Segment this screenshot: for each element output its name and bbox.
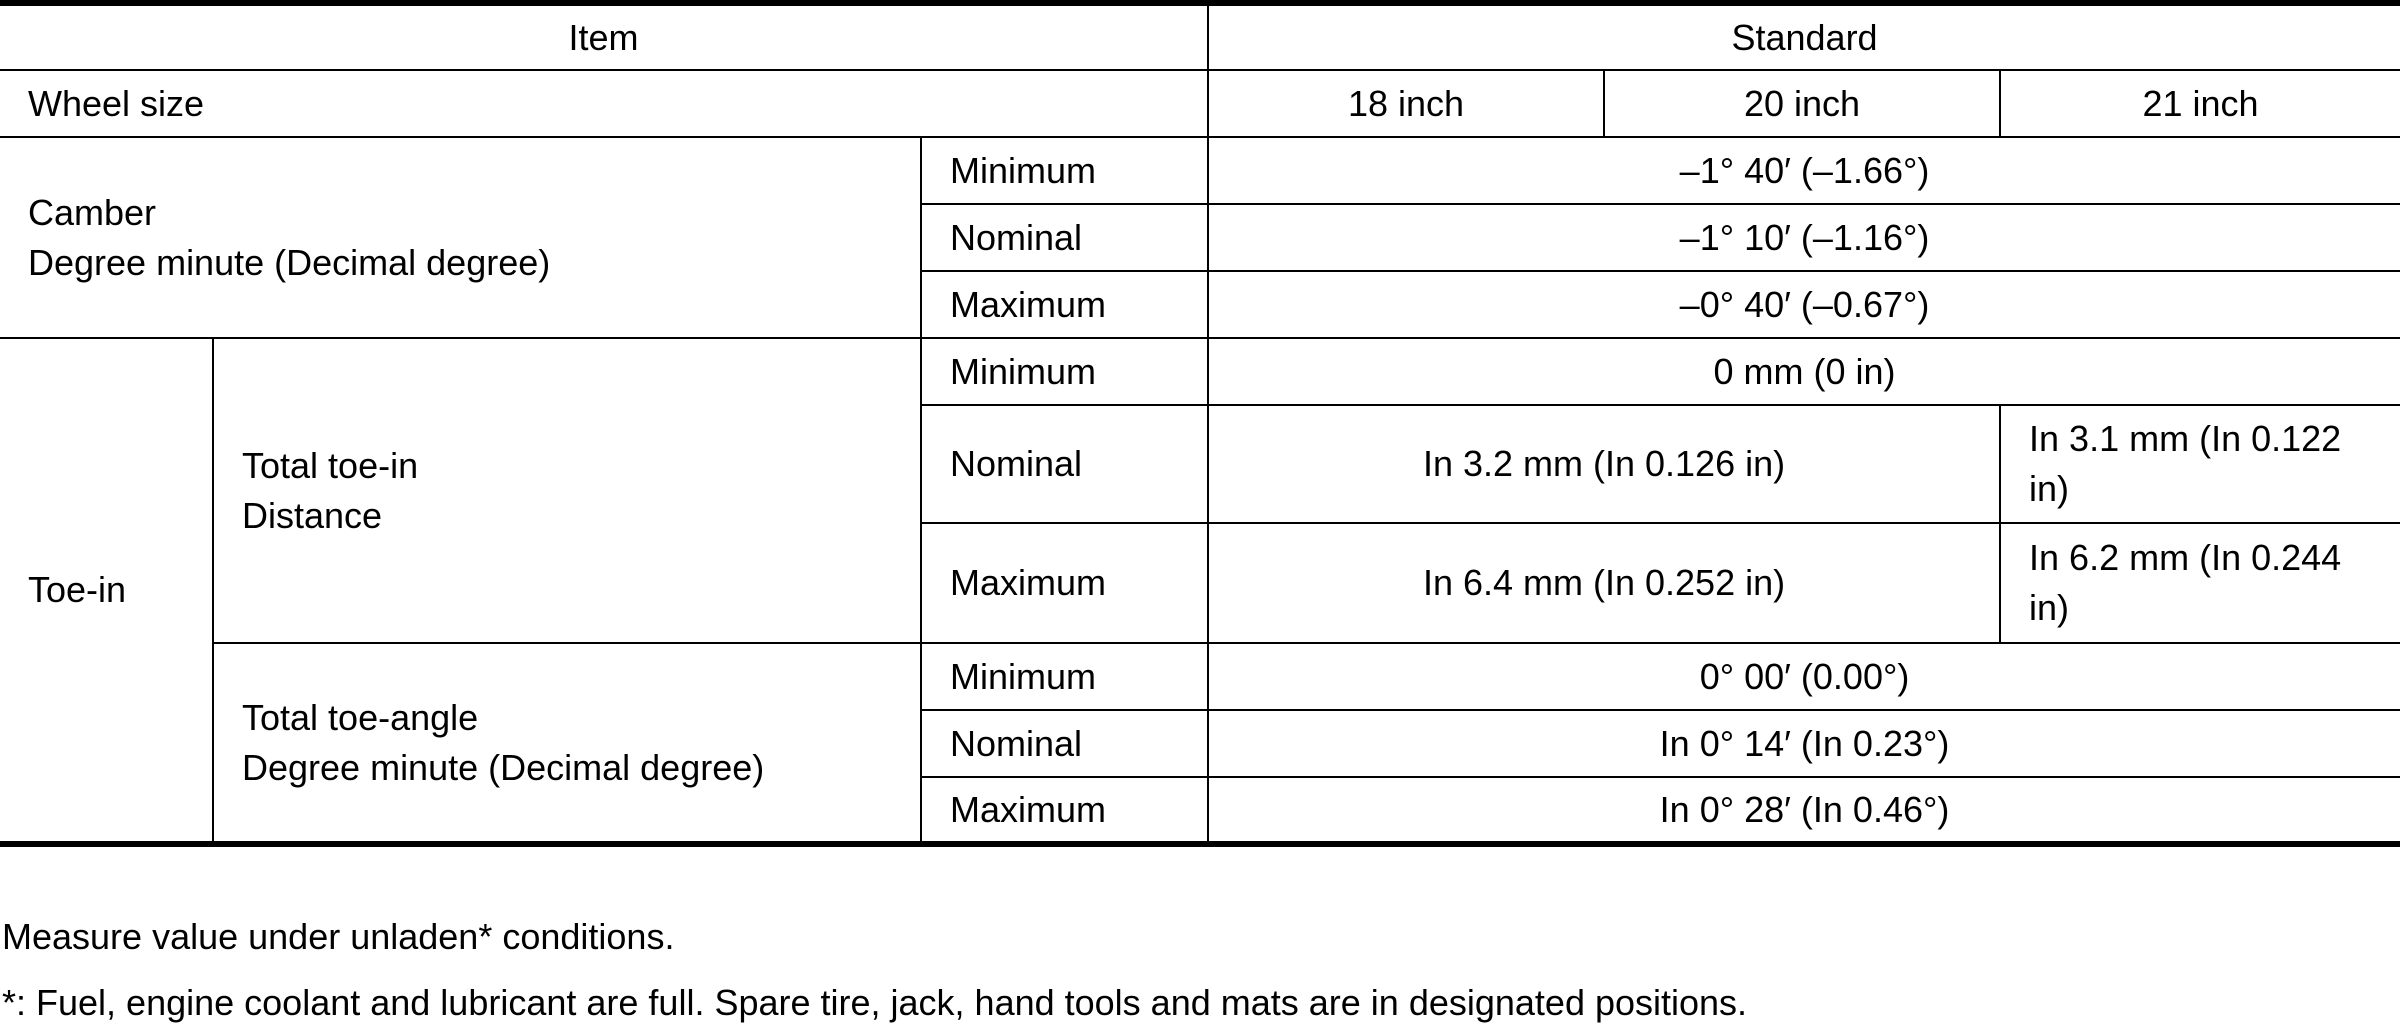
header-item: Item [0,3,1208,70]
wheel-size-18: 18 inch [1208,70,1604,137]
wheel-size-label: Wheel size [0,70,1208,137]
wheel-size-20: 20 inch [1604,70,2000,137]
toe-distance-maximum-label: Maximum [921,523,1208,643]
toe-distance-maximum-value-21: In 6.2 mm (In 0.244 in) [2000,523,2400,643]
camber-nominal-label: Nominal [921,204,1208,271]
wheel-size-21: 21 inch [2000,70,2400,137]
toe-angle-nominal-label: Nominal [921,710,1208,777]
toe-distance-label-line2: Distance [242,494,383,536]
toe-distance-nominal-value-21: In 3.1 mm (In 0.122 in) [2000,405,2400,523]
toe-angle-maximum-label: Maximum [921,777,1208,844]
toe-distance-maximum-value-18-20: In 6.4 mm (In 0.252 in) [1208,523,2000,643]
toe-distance-label-line1: Total toe-in [242,444,419,486]
toe-angle-maximum-value: In 0° 28′ (In 0.46°) [1208,777,2400,844]
note-unladen: Measure value under unladen* conditions. [2,916,675,957]
toe-in-label: Toe-in [0,338,213,844]
camber-minimum-row [0,137,2400,204]
camber-minimum-value: –1° 40′ (–1.66°) [1208,137,2400,204]
toe-distance-minimum-value: 0 mm (0 in) [1208,338,2400,405]
camber-maximum-label: Maximum [921,271,1208,338]
toe-distance-minimum-label: Minimum [921,338,1208,405]
toe-distance-label [213,338,921,643]
toe-angle-minimum-row [0,643,2400,710]
camber-label-line1: Camber [28,191,157,233]
header-standard: Standard [1208,3,2400,70]
toe-angle-minimum-value: 0° 00′ (0.00°) [1208,643,2400,710]
camber-nominal-value: –1° 10′ (–1.16°) [1208,204,2400,271]
camber-maximum-value: –0° 40′ (–0.67°) [1208,271,2400,338]
toe-distance-nominal-value-18-20: In 3.2 mm (In 0.126 in) [1208,405,2000,523]
note-conditions: *: Fuel, engine coolant and lubricant are full. Spare tire, jack, hand tools and mats are in designated positions. [2,982,1748,1023]
toe-distance-minimum-row [0,338,2400,405]
camber-label [0,137,921,338]
header-row [0,3,2400,70]
toe-angle-nominal-value: In 0° 14′ (In 0.23°) [1208,710,2400,777]
camber-minimum-label: Minimum [921,137,1208,204]
toe-distance-nominal-label: Nominal [921,405,1208,523]
toe-angle-label [213,643,921,844]
camber-label-line2: Degree minute (Decimal degree) [28,241,551,283]
toe-angle-minimum-label: Minimum [921,643,1208,710]
wheel-size-row [0,70,2400,137]
toe-angle-label-line2: Degree minute (Decimal degree) [242,746,765,788]
toe-angle-label-line1: Total toe-angle [242,696,479,738]
